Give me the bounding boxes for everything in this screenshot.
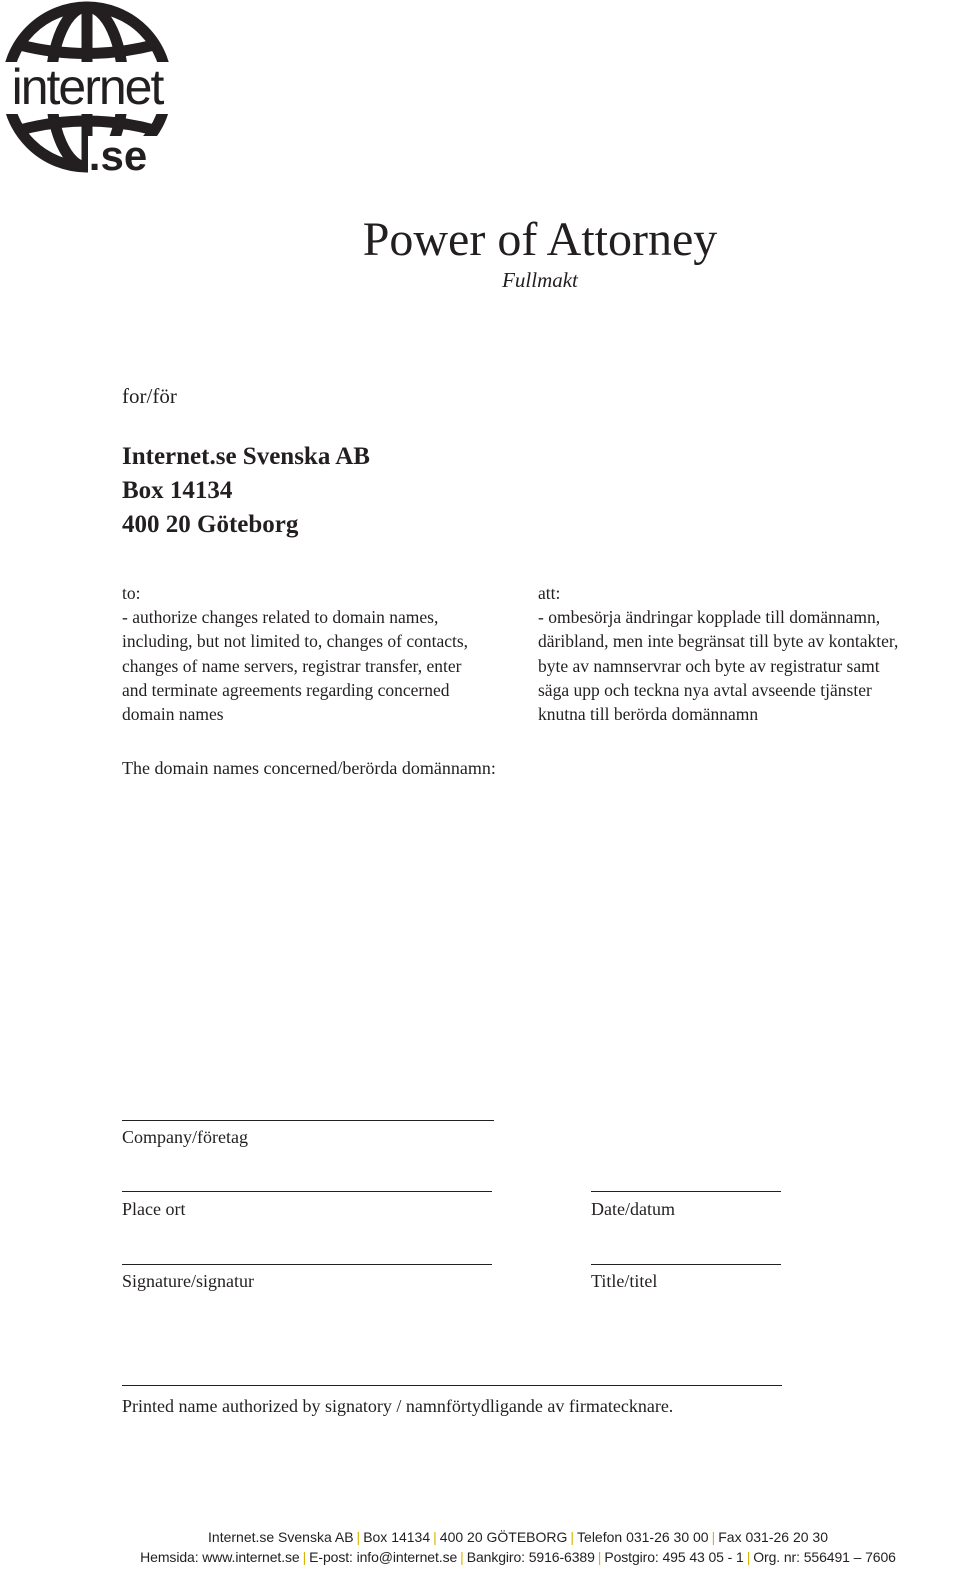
company-label: Company/företag (122, 1127, 248, 1147)
footer-website[interactable]: Hemsida: www.internet.se (140, 1549, 300, 1565)
swedish-line: knutna till berörda domännamn (538, 704, 759, 725)
footer-separator: | (746, 1549, 751, 1565)
footer-bankgiro: Bankgiro: 5916-6389 (466, 1549, 595, 1565)
english-line: changes of name servers, registrar transfer, enter (122, 655, 462, 676)
footer-separator: | (302, 1549, 307, 1565)
logo-wordmark: internet (11, 59, 163, 115)
swedish-line: säga upp och teckna nya avtal avseende tjänster (538, 679, 872, 700)
document-title: Power of Attorney (362, 213, 718, 266)
recipient-company: Internet.se Svenska AB (122, 443, 370, 470)
footer-box: Box 14134 (363, 1529, 431, 1545)
footer-phone: Telefon 031-26 30 00 (577, 1529, 709, 1545)
footer-separator: | (711, 1529, 716, 1545)
english-line: including, but not limited to, changes of contacts, (122, 631, 469, 652)
footer-separator: | (356, 1529, 361, 1545)
english-line: - authorize changes related to domain names, (122, 607, 439, 628)
footer-email[interactable]: E-post: info@internet.se (309, 1549, 458, 1565)
recipient-box: Box 14134 (122, 477, 233, 504)
recipient-address (122, 440, 370, 542)
footer-city: 400 20 GÖTEBORG (439, 1529, 568, 1545)
english-authorization (122, 581, 527, 726)
swedish-authorization (538, 581, 953, 726)
signature-label: Signature/signatur (122, 1271, 254, 1291)
swedish-line: däribland, men inte begränsat till byte av kontakter, (538, 631, 899, 652)
footer-separator: | (433, 1529, 437, 1545)
place-line[interactable] (122, 1191, 492, 1192)
footer-fax: Fax 031-26 20 30 (718, 1529, 828, 1545)
footer-postgiro: Postgiro: 495 43 05 - 1 (604, 1549, 744, 1565)
swedish-line: byte av namnservrar och byte av registratur samt (538, 655, 880, 676)
internet-se-logo (0, 0, 175, 175)
swedish-line: - ombesörja ändringar kopplade till domännamn, (538, 607, 881, 628)
for-label: for/för (122, 384, 177, 408)
document-subtitle: Fullmakt (502, 268, 578, 292)
footer-org-number: Org. nr: 556491 – 7606 (753, 1549, 896, 1565)
footer-contact-line (0, 1528, 960, 1547)
footer-company: Internet.se Svenska AB (208, 1529, 354, 1545)
domains-label: The domain names concerned/berörda domännamn: (122, 758, 496, 778)
english-line: domain names (122, 704, 224, 725)
date-line[interactable] (591, 1191, 781, 1192)
printed-name-line[interactable] (122, 1385, 782, 1386)
place-label: Place ort (122, 1199, 186, 1219)
english-line: and terminate agreements regarding concerned (122, 679, 450, 700)
footer-separator: | (597, 1549, 602, 1565)
recipient-city: 400 20 Göteborg (122, 511, 299, 538)
company-signature-line[interactable] (122, 1120, 494, 1121)
date-label: Date/datum (591, 1199, 675, 1219)
footer-separator: | (460, 1549, 464, 1565)
printed-name-label: Printed name authorized by signatory / namnförtydligande av firmatecknare. (122, 1396, 674, 1416)
logo-tld: .se (88, 132, 148, 175)
footer-separator: | (570, 1529, 575, 1545)
swedish-heading: att: (538, 583, 561, 603)
english-heading: to: (122, 583, 141, 603)
title-line[interactable] (591, 1264, 781, 1265)
footer-details-line (0, 1548, 960, 1567)
domains-entry-area[interactable] (122, 790, 838, 1090)
signature-line[interactable] (122, 1264, 492, 1265)
title-label: Title/titel (591, 1271, 658, 1291)
